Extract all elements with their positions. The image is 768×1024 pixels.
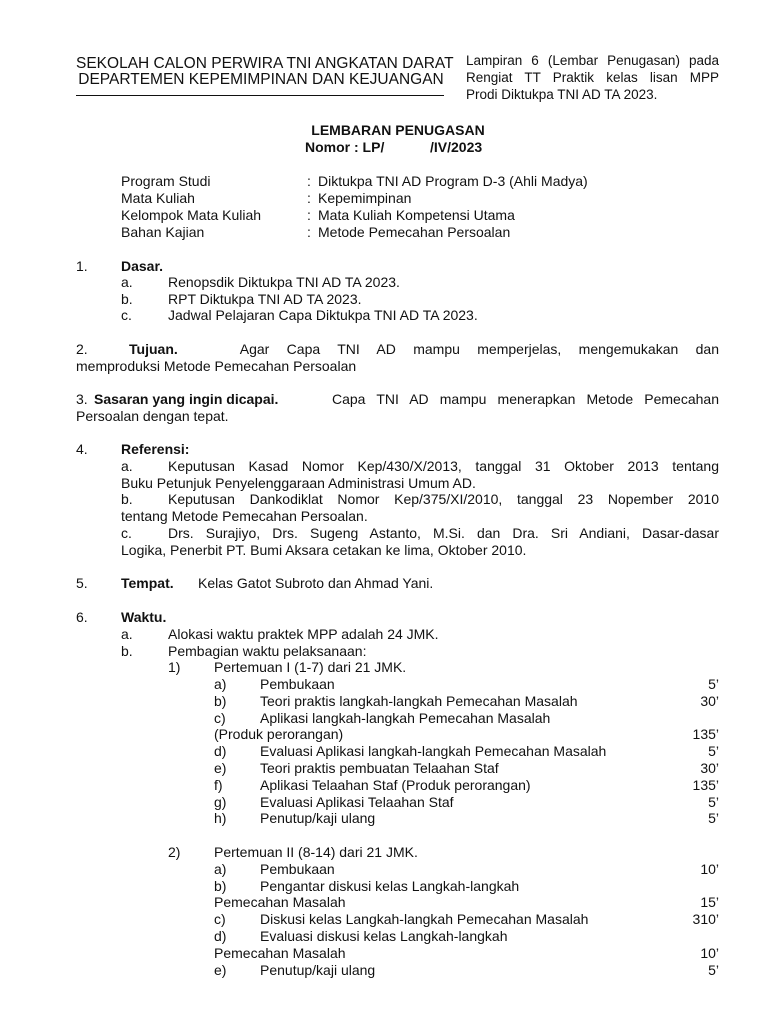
section-tujuan: [76, 341, 719, 375]
schedule-marker: b): [214, 878, 227, 894]
schedule-marker: b): [214, 693, 227, 709]
section-number: 2.: [76, 341, 88, 357]
attachment-line: Prodi Diktukpa TNI AD TA 2023.: [466, 87, 658, 102]
schedule-activity: Aplikasi langkah-langkah Pemecahan Masalah: [260, 710, 551, 726]
schedule-activity: Diskusi kelas Langkah-langkah Pemecahan Masalah: [260, 911, 589, 927]
section-number: 4.: [76, 441, 88, 457]
schedule-duration: 30’: [700, 693, 719, 709]
body-word: Agar: [239, 341, 270, 357]
schedule-activity: Pembukaan: [260, 861, 335, 877]
schedule-duration: 5’: [708, 810, 719, 826]
body-word: TNI: [337, 341, 360, 357]
schedule-activity: Teori praktis langkah-langkah Pemecahan Masalah: [260, 693, 578, 709]
schedule-marker: h): [214, 810, 227, 826]
section-heading: Waktu.: [121, 609, 167, 625]
sub-marker: 1): [168, 659, 181, 675]
schedule-activity-cont: (Produk perorangan): [214, 726, 344, 742]
item-text: Drs. Surajiyo, Drs. Sugeng Astanto, M.Si. dan Dra. Sri Andiani, Dasar-dasar: [168, 525, 719, 541]
item-text: Keputusan Dankodiklat Nomor Kep/375/XI/2010, tanggal 23 Nopember 2010: [168, 491, 719, 507]
schedule-activity-cont: Pemecahan Masalah: [214, 945, 346, 961]
item-text: Buku Petunjuk Penyelenggaraan Administrasi Umum AD.: [121, 475, 476, 491]
department-name: DEPARTEMEN KEPEMIMPINAN DAN KEJUANGAN: [78, 71, 444, 88]
schedule-duration: 5’: [708, 676, 719, 692]
schedule-marker: g): [214, 794, 227, 810]
body-text: Capa TNI AD mampu menerapkan Metode Pemecahan: [332, 391, 719, 407]
schedule-duration: 30’: [700, 760, 719, 776]
schedule-activity: Pembukaan: [260, 676, 335, 692]
section-heading: Referensi:: [121, 441, 190, 457]
item-text: Jadwal Pelajaran Capa Diktukpa TNI AD TA 2023.: [168, 307, 478, 323]
item-marker: a.: [121, 458, 133, 474]
info-separator: :: [307, 207, 311, 223]
info-separator: :: [307, 190, 311, 206]
info-value: Mata Kuliah Kompetensi Utama: [318, 207, 515, 223]
item-marker: b.: [121, 643, 133, 659]
schedule-marker: a): [214, 861, 227, 877]
body-text: memproduksi Metode Pemecahan Persoalan: [76, 358, 357, 374]
info-label: Program Studi: [121, 173, 211, 189]
item-text: Pembagian waktu pelaksanaan:: [168, 643, 367, 659]
schedule-marker: e): [214, 962, 227, 978]
section-number: 5.: [76, 575, 88, 591]
item-marker: b.: [121, 291, 133, 307]
info-separator: :: [307, 173, 311, 189]
section-heading: Tempat.: [121, 575, 174, 591]
schedule-activity-cont: Pemecahan Masalah: [214, 894, 346, 910]
body-text: Kelas Gatot Subroto dan Ahmad Yani.: [198, 575, 434, 591]
item-text: RPT Diktukpa TNI AD TA 2023.: [168, 291, 362, 307]
attachment-line: Lampiran 6 (Lembar Penugasan) pada: [466, 53, 719, 68]
body-word: memperjelas,: [477, 341, 562, 357]
body-word: mengemukakan: [578, 341, 679, 357]
info-value: Kepemimpinan: [318, 190, 412, 206]
info-label: Bahan Kajian: [121, 224, 205, 240]
schedule-duration: 10’: [700, 945, 719, 961]
item-marker: b.: [121, 491, 133, 507]
item-marker: c.: [121, 307, 132, 323]
item-marker: c.: [121, 525, 132, 541]
schedule-activity: Aplikasi Telaahan Staf (Produk perorangan): [260, 777, 531, 793]
schedule-marker: e): [214, 760, 227, 776]
item-text: Renopsdik Diktukpa TNI AD TA 2023.: [168, 274, 400, 290]
info-label: Kelompok Mata Kuliah: [121, 207, 262, 223]
schedule-marker: c): [214, 911, 226, 927]
body-word: AD: [376, 341, 396, 357]
section-number: 1.: [76, 258, 88, 274]
header-underline: [76, 95, 444, 96]
schedule-marker: d): [214, 928, 227, 944]
info-value: Metode Pemecahan Persoalan: [318, 224, 511, 240]
item-text: tentang Metode Pemecahan Persoalan.: [121, 508, 368, 524]
section-number: 6.: [76, 609, 88, 625]
document-title: LEMBARAN PENUGASAN: [311, 122, 485, 138]
body-word: dan: [695, 341, 719, 357]
schedule-duration: 5’: [708, 794, 719, 810]
item-text: Alokasi waktu praktek MPP adalah 24 JMK.: [168, 626, 439, 642]
section-number: 3.: [76, 391, 88, 407]
item-marker: a.: [121, 626, 133, 642]
schedule-duration: 5’: [708, 743, 719, 759]
schedule-marker: c): [214, 710, 226, 726]
sub-marker: 2): [168, 844, 181, 860]
schedule-activity: Penutup/kaji ulang: [260, 962, 376, 978]
item-text: Logika, Penerbit PT. Bumi Aksara cetakan ke lima, Oktober 2010.: [121, 542, 527, 558]
schedule-activity: Pengantar diskusi kelas Langkah-langkah: [260, 878, 520, 894]
document-number-suffix: /IV/2023: [430, 139, 483, 155]
schedule-duration: 310’: [692, 911, 719, 927]
info-label: Mata Kuliah: [121, 190, 195, 206]
schedule-activity: Teori praktis pembuatan Telaahan Staf: [260, 760, 499, 776]
schedule-duration: 5’: [708, 962, 719, 978]
item-marker: a.: [121, 274, 133, 290]
schedule-duration: 10’: [700, 861, 719, 877]
schedule-marker: f): [214, 777, 223, 793]
section-heading: Dasar.: [121, 258, 164, 274]
attachment-line: Rengiat TT Praktik kelas lisan MPP: [466, 70, 719, 85]
section-heading: Tujuan.: [129, 341, 178, 357]
schedule-duration: 15’: [700, 894, 719, 910]
meeting-title: Pertemuan I (1-7) dari 21 JMK.: [214, 659, 407, 675]
document-number-prefix: Nomor : LP/: [305, 139, 385, 155]
body-word: Capa: [286, 341, 321, 357]
attachment-note: [466, 52, 719, 103]
schedule-activity: Evaluasi Aplikasi Telaahan Staf: [260, 794, 454, 810]
schedule-activity: Penutup/kaji ulang: [260, 810, 376, 826]
info-value: Diktukpa TNI AD Program D-3 (Ahli Madya): [318, 173, 588, 189]
institution-name: SEKOLAH CALON PERWIRA TNI ANGKATAN DARAT: [76, 55, 454, 72]
body-text: Persoalan dengan tepat.: [76, 408, 229, 424]
meeting-title: Pertemuan II (8-14) dari 21 JMK.: [214, 844, 418, 860]
schedule-marker: d): [214, 743, 227, 759]
section-heading: Sasaran yang ingin dicapai.: [94, 391, 279, 407]
item-text: Keputusan Kasad Nomor Kep/430/X/2013, tanggal 31 Oktober 2013 tentang: [168, 458, 719, 474]
schedule-activity: Evaluasi Aplikasi langkah-langkah Pemecahan Masalah: [260, 743, 607, 759]
schedule-marker: a): [214, 676, 227, 692]
schedule-duration: 135’: [692, 777, 719, 793]
schedule-duration: 135’: [692, 726, 719, 742]
body-word: mampu: [413, 341, 460, 357]
info-separator: :: [307, 224, 311, 240]
schedule-activity: Evaluasi diskusi kelas Langkah-langkah: [260, 928, 508, 944]
